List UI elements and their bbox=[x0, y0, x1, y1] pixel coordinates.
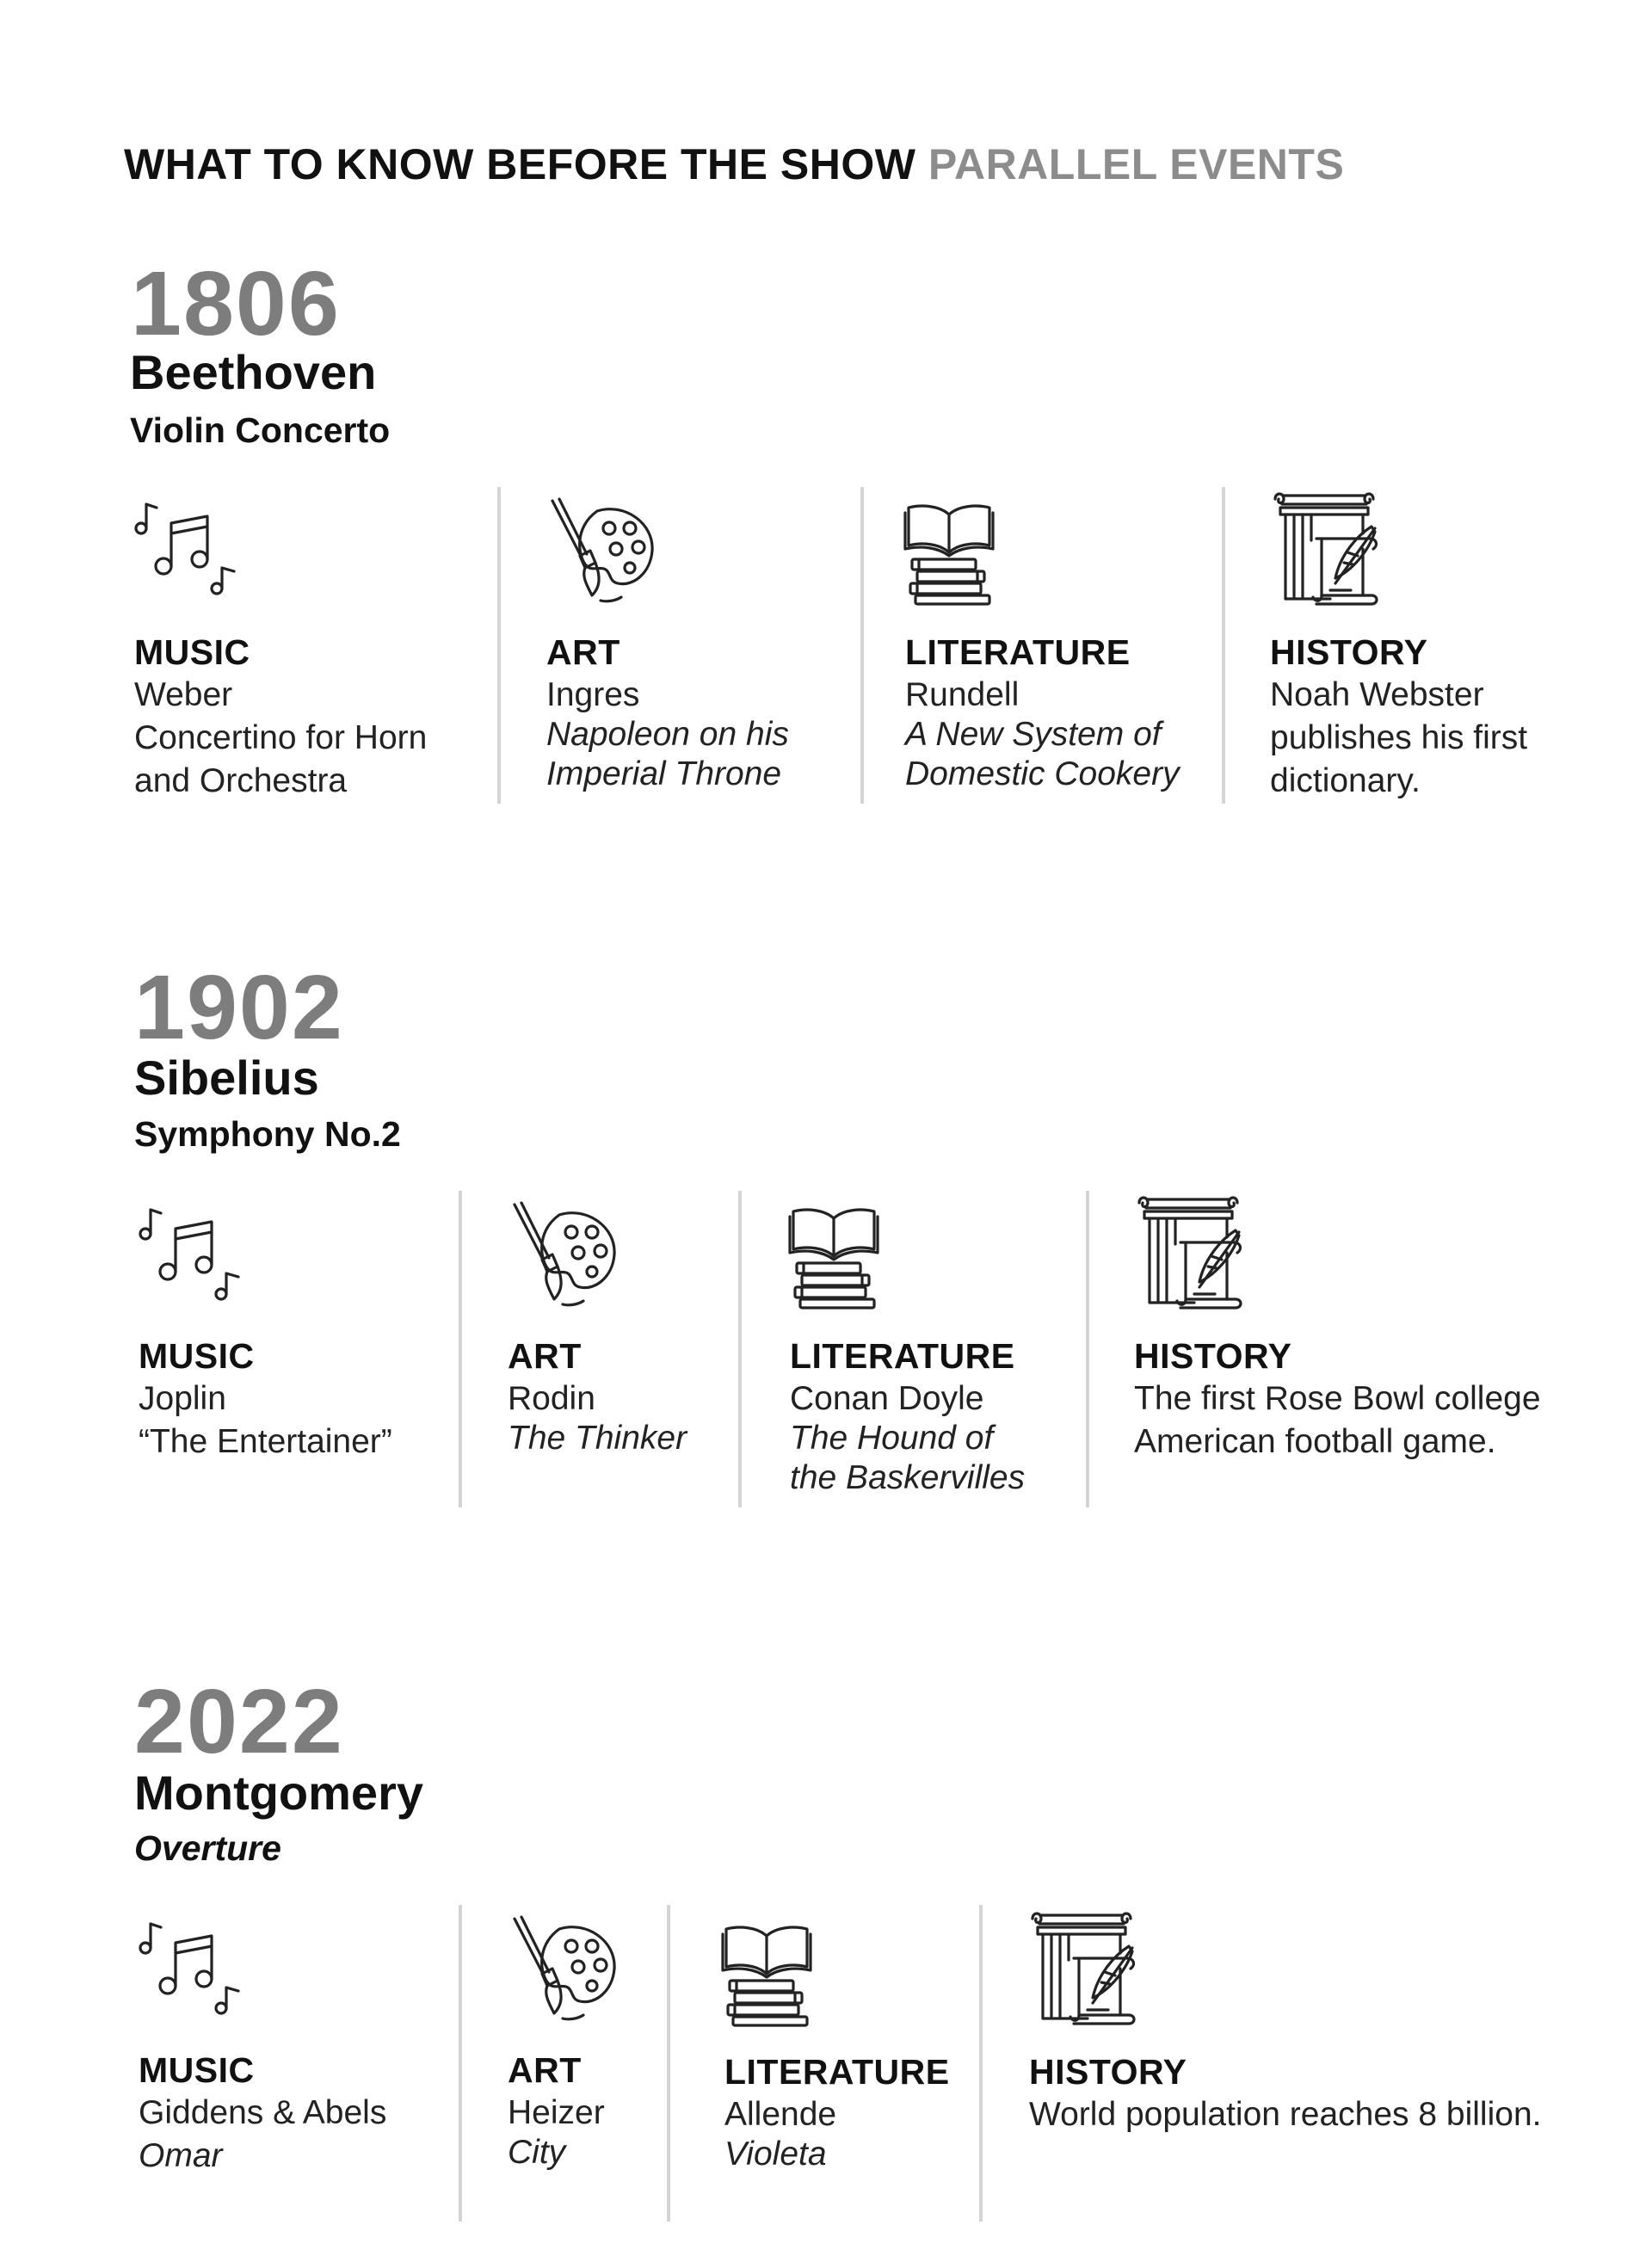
music-line: “The Entertainer” bbox=[139, 1423, 392, 1460]
section-composer: Sibelius bbox=[134, 1051, 319, 1105]
music-notes-icon bbox=[133, 1919, 245, 2022]
section-composer: Beethoven bbox=[130, 345, 377, 399]
literature-line: Rundell bbox=[905, 676, 1020, 713]
column-divider bbox=[860, 487, 864, 804]
column-divider bbox=[667, 1905, 670, 2222]
music-notes-icon bbox=[129, 499, 241, 602]
category-label-history: HISTORY bbox=[1270, 632, 1428, 672]
category-label-art: ART bbox=[546, 632, 620, 672]
category-label-music: MUSIC bbox=[134, 632, 250, 672]
category-label-history: HISTORY bbox=[1134, 1336, 1292, 1376]
books-icon bbox=[786, 1199, 881, 1310]
music-line: Concertino for Horn bbox=[134, 719, 428, 756]
page-title: WHAT TO KNOW BEFORE THE SHOW bbox=[124, 140, 916, 188]
literature-line: Domestic Cookery bbox=[905, 755, 1180, 792]
category-label-music: MUSIC bbox=[139, 1336, 255, 1376]
books-icon bbox=[902, 496, 996, 606]
art-line: Heizer bbox=[508, 2094, 605, 2131]
art-line: The Thinker bbox=[508, 1420, 687, 1457]
section-work: Violin Concerto bbox=[130, 410, 391, 450]
history-line: publishes his first bbox=[1270, 719, 1528, 756]
history-line: American football game. bbox=[1134, 1423, 1496, 1460]
section-year: 1806 bbox=[131, 253, 341, 354]
page-header bbox=[124, 139, 1344, 189]
literature-line: the Baskervilles bbox=[790, 1459, 1026, 1496]
column-quill-icon bbox=[1026, 1908, 1146, 2031]
music-line: and Orchestra bbox=[134, 762, 348, 799]
section-composer: Montgomery bbox=[134, 1766, 423, 1820]
palette-brush-icon bbox=[509, 1198, 621, 1310]
art-line: Rodin bbox=[508, 1380, 595, 1417]
literature-line: Allende bbox=[724, 2096, 837, 2133]
literature-line: A New System of bbox=[905, 716, 1162, 753]
music-line: Giddens & Abels bbox=[139, 2094, 387, 2131]
category-label-literature: LITERATURE bbox=[790, 1336, 1015, 1376]
section-year: 2022 bbox=[134, 1671, 344, 1772]
music-line: Joplin bbox=[139, 1380, 226, 1417]
section-work: Overture bbox=[134, 1828, 281, 1868]
column-divider bbox=[738, 1191, 742, 1507]
category-label-history: HISTORY bbox=[1029, 2052, 1187, 2092]
category-label-art: ART bbox=[508, 2050, 582, 2090]
column-divider bbox=[979, 1905, 983, 2222]
page-subtitle: PARALLEL EVENTS bbox=[928, 140, 1345, 188]
literature-line: Conan Doyle bbox=[790, 1380, 984, 1417]
history-line: Noah Webster bbox=[1270, 676, 1484, 713]
history-line: World population reaches 8 billion. bbox=[1029, 2096, 1542, 2133]
music-line: Weber bbox=[134, 676, 233, 713]
history-line: dictionary. bbox=[1270, 762, 1421, 799]
column-divider bbox=[459, 1191, 462, 1507]
art-line: Napoleon on his bbox=[546, 716, 789, 753]
art-line: Ingres bbox=[546, 676, 640, 713]
history-line: The first Rose Bowl college bbox=[1134, 1380, 1541, 1417]
section-year: 1902 bbox=[134, 957, 344, 1058]
music-notes-icon bbox=[133, 1205, 245, 1308]
books-icon bbox=[719, 1917, 814, 2027]
literature-line: The Hound of bbox=[790, 1420, 994, 1457]
category-label-literature: LITERATURE bbox=[905, 632, 1131, 672]
column-divider bbox=[459, 1905, 462, 2222]
category-label-art: ART bbox=[508, 1336, 582, 1376]
section-work: Symphony No.2 bbox=[134, 1114, 401, 1154]
column-quill-icon bbox=[1268, 489, 1389, 611]
column-divider bbox=[1086, 1191, 1089, 1507]
palette-brush-icon bbox=[509, 1912, 621, 2024]
music-line: Omar bbox=[139, 2137, 223, 2174]
column-divider bbox=[497, 487, 501, 804]
art-line: City bbox=[508, 2134, 566, 2171]
column-divider bbox=[1222, 487, 1225, 804]
literature-line: Violeta bbox=[724, 2135, 827, 2172]
art-line: Imperial Throne bbox=[546, 755, 782, 792]
column-quill-icon bbox=[1132, 1193, 1253, 1315]
category-label-music: MUSIC bbox=[139, 2050, 255, 2090]
category-label-literature: LITERATURE bbox=[724, 2052, 950, 2092]
palette-brush-icon bbox=[547, 494, 659, 606]
